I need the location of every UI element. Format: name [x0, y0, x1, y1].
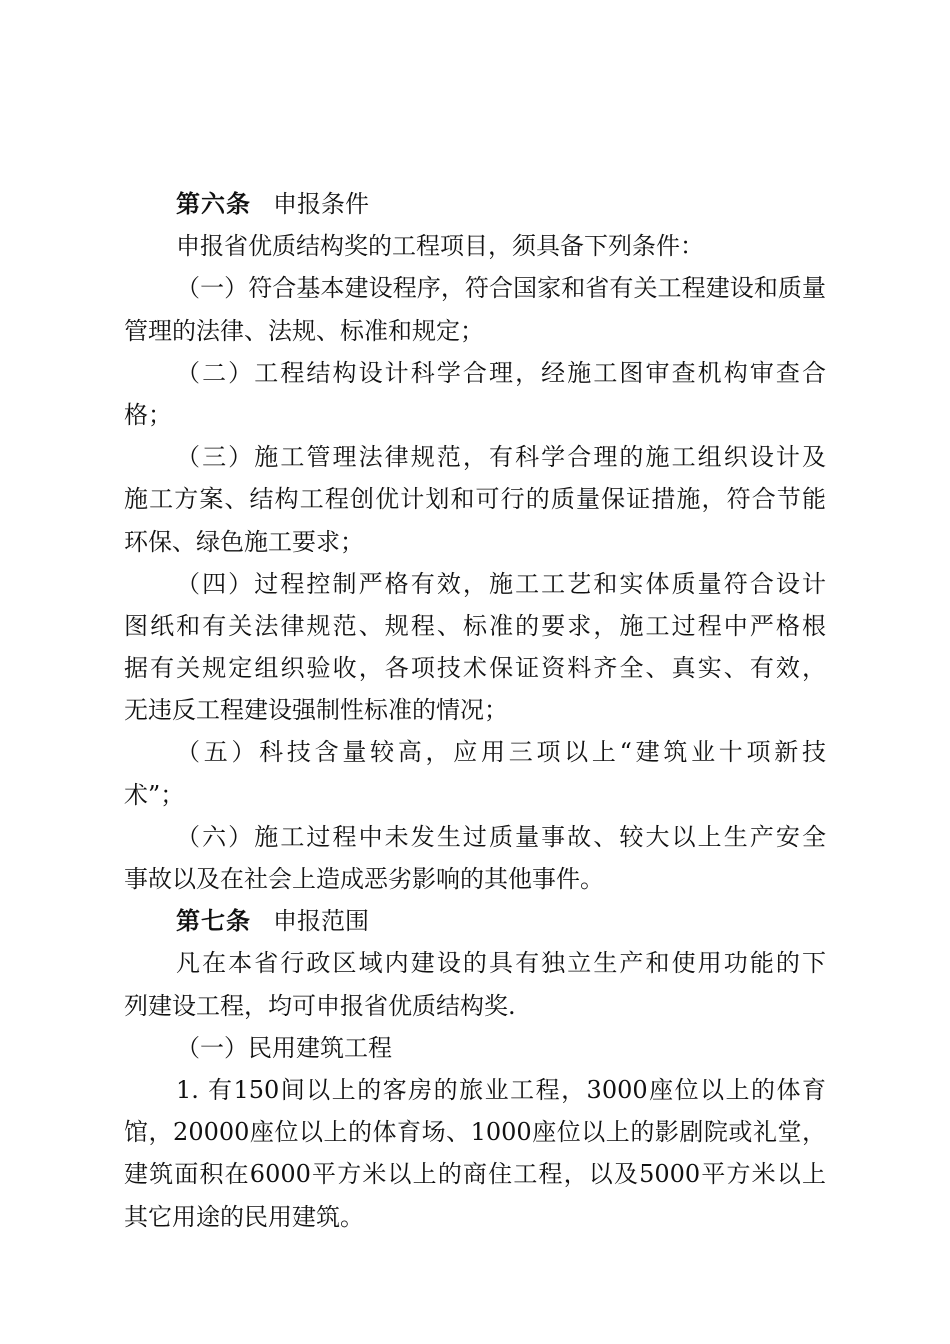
article6-item2-line2: 格；	[124, 400, 172, 429]
article6-item1-line1: （一）符合基本建设程序，符合国家和省有关工程建设和质量	[176, 274, 826, 303]
article7-intro-line1: 凡在本省行政区域内建设的具有独立生产和使用功能的下	[176, 949, 826, 978]
article6-number: 第六条	[176, 189, 251, 218]
article6-item6-line1: （六）施工过程中未发生过质量事故、较大以上生产安全	[176, 822, 826, 851]
article7-number: 第七条	[176, 906, 251, 936]
article7-item1-line4: 其它用途的民用建筑。	[124, 1202, 364, 1231]
article7-intro-line2: 列建设工程，均可申报省优质结构奖.	[124, 991, 516, 1020]
article6-intro: 申报省优质结构奖的工程项目，须具备下列条件：	[176, 232, 704, 261]
article7-item1-line1: 1. 有150间以上的客房的旅业工程，3000座位以上的体育	[176, 1075, 826, 1104]
article7-item1-line3: 建筑面积在6000平方米以上的商住工程，以及5000平方米以上	[124, 1160, 826, 1189]
article7-heading	[124, 900, 826, 942]
article6-item2-line1: （二）工程结构设计科学合理，经施工图审查机构审查合	[176, 358, 826, 387]
article7-subheading: （一）民用建筑工程	[176, 1033, 392, 1062]
article6-item3-line2: 施工方案、结构工程创优计划和可行的质量保证措施，符合节能	[124, 485, 826, 514]
article6-item4-line4: 无违反工程建设强制性标准的情况；	[124, 696, 508, 725]
article6-heading	[124, 183, 826, 225]
article6-item3-line1: （三）施工管理法律规范，有科学合理的施工组织设计及	[176, 443, 826, 472]
article6-item5-line2: 术”；	[124, 780, 185, 809]
article6-item4-line3: 据有关规定组织验收，各项技术保证资料齐全、真实、有效，	[124, 654, 826, 683]
article6-item6-line2: 事故以及在社会上造成恶劣影响的其他事件。	[124, 865, 604, 893]
document-body	[124, 183, 826, 1238]
article7-title: 申报范围	[273, 907, 369, 936]
article6-item5-line1: （五）科技含量较高，应用三项以上“建筑业十项新技	[176, 738, 826, 767]
article6-item4-line2: 图纸和有关法律规范、规程、标准的要求，施工过程中严格根	[124, 611, 826, 640]
article6-item1-line2: 管理的法律、法规、标准和规定；	[124, 316, 484, 345]
article7-item1-line2: 馆，20000座位以上的体育场、1000座位以上的影剧院或礼堂，	[124, 1118, 826, 1147]
article6-item3-line3: 环保、绿色施工要求；	[124, 527, 364, 556]
article6-item4-line1: （四）过程控制严格有效，施工工艺和实体质量符合设计	[176, 569, 826, 598]
article6-title: 申报条件	[273, 190, 369, 218]
